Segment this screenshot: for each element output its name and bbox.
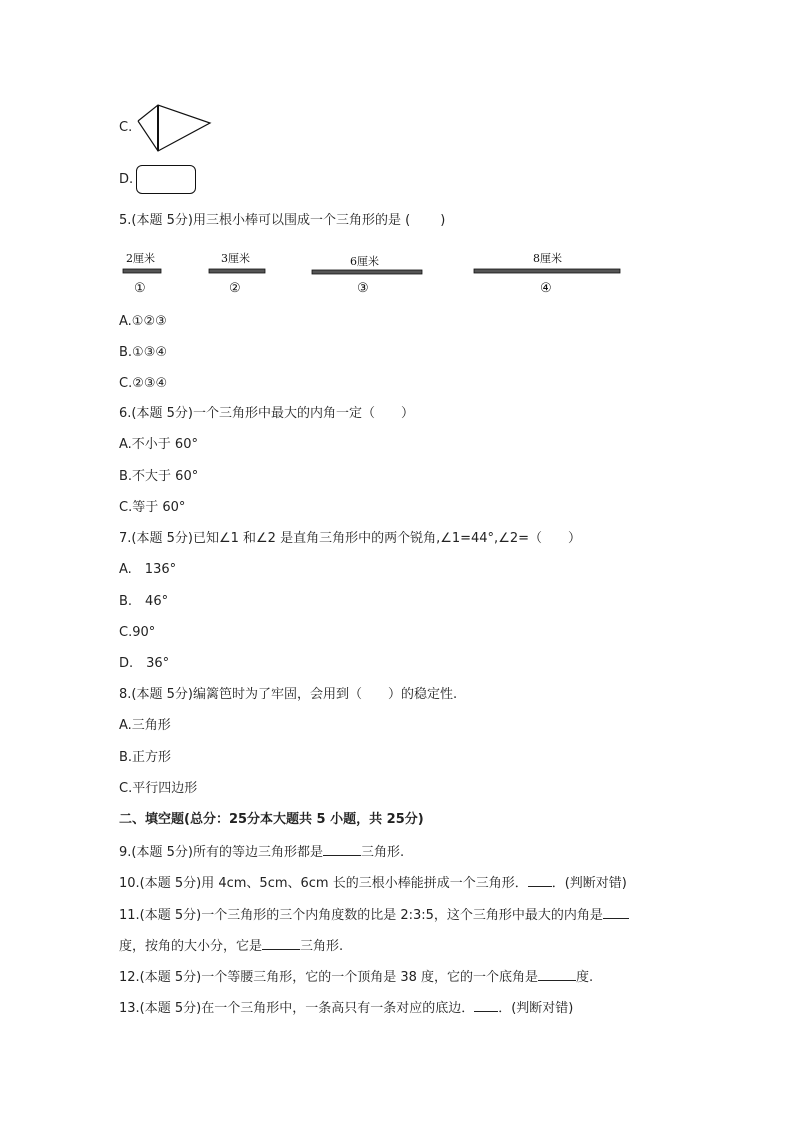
stick-3-length: 6厘米 — [350, 255, 379, 268]
q13-blank — [474, 999, 498, 1012]
q10-line — [119, 874, 627, 892]
q13-line — [119, 999, 573, 1017]
q6-stem: 6.(本题 5分)一个三角形中最大的内角一定（ ） — [119, 406, 414, 421]
kite-figure — [134, 101, 214, 156]
q12-line — [119, 968, 593, 986]
stick-2-number: ② — [229, 281, 241, 296]
q11-line-2 — [119, 937, 343, 955]
q13-text-before: 13.(本题 5分)在一个三角形中，一条高只有一条对应的底边． — [119, 1001, 475, 1016]
q9-text-before: 9.(本题 5分)所有的等边三角形都是 — [119, 845, 323, 860]
q11-blank-1 — [603, 906, 629, 919]
q12-blank — [538, 968, 576, 981]
stick-4-length: 8厘米 — [533, 252, 562, 265]
q13-text-after: ．(判断对错) — [498, 1001, 574, 1016]
q11-text-line2-before: 度，按角的大小分，它是 — [119, 939, 263, 954]
q11-line-1 — [119, 906, 629, 924]
q7-option-d: D. 36° — [119, 656, 170, 671]
q9-text-after: 三角形. — [360, 845, 405, 860]
q5-stem: 5.(本题 5分)用三根小棒可以围成一个三角形的是 ( ) — [119, 213, 446, 228]
stick-1-number: ① — [134, 281, 146, 296]
q7-stem: 7.(本题 5分)已知∠1 和∠2 是直角三角形中的两个锐角,∠1=44°,∠2=（ ） — [119, 531, 582, 546]
stick-4-number: ④ — [540, 281, 552, 296]
q5-option-b: B.①③④ — [119, 345, 168, 360]
option-d-label: D. — [119, 172, 134, 187]
q5-option-a: A.①②③ — [119, 314, 167, 329]
q6-option-c: C.等于 60° — [119, 500, 186, 515]
q9-blank — [323, 843, 361, 856]
q9-line — [119, 843, 404, 861]
sticks-figure — [115, 248, 635, 298]
stick-1-length: 2厘米 — [126, 252, 155, 265]
rounded-rectangle-figure — [136, 165, 196, 194]
q11-text-line2-after: 三角形. — [300, 939, 344, 954]
q6-option-a: A.不小于 60° — [119, 437, 198, 452]
q10-text-after: ．(判断对错) — [551, 876, 627, 891]
stick-2-length: 3厘米 — [221, 252, 250, 265]
q12-text-before: 12.(本题 5分)一个等腰三角形，它的一个顶角是 38 度，它的一个底角是 — [119, 970, 539, 985]
section-2-heading: 二、填空题(总分：25分本大题共 5 小题，共 25分) — [119, 812, 424, 827]
q8-option-c: C.平行四边形 — [119, 781, 198, 796]
q12-text-after: 度. — [576, 970, 594, 985]
q7-option-b: B. 46° — [119, 594, 169, 609]
option-c-label: C. — [119, 120, 133, 135]
q7-option-c: C.90° — [119, 625, 156, 640]
q6-option-b: B.不大于 60° — [119, 469, 199, 484]
q11-text-line1: 11.(本题 5分)一个三角形的三个内角度数的比是 2:3:5，这个三角形中最大的内角是 — [119, 908, 603, 923]
q5-option-c: C.②③④ — [119, 376, 168, 391]
q8-option-b: B.正方形 — [119, 750, 172, 765]
q7-option-a: A. 136° — [119, 562, 177, 577]
q11-blank-2 — [262, 937, 300, 950]
q8-option-a: A.三角形 — [119, 718, 171, 733]
q10-blank — [528, 874, 552, 887]
q10-text-before: 10.(本题 5分)用 4cm、5cm、6cm 长的三根小棒能拼成一个三角形． — [119, 876, 528, 891]
q8-stem: 8.(本题 5分)编篱笆时为了牢固，会用到（ ）的稳定性. — [119, 687, 458, 702]
stick-3-number: ③ — [357, 281, 369, 296]
